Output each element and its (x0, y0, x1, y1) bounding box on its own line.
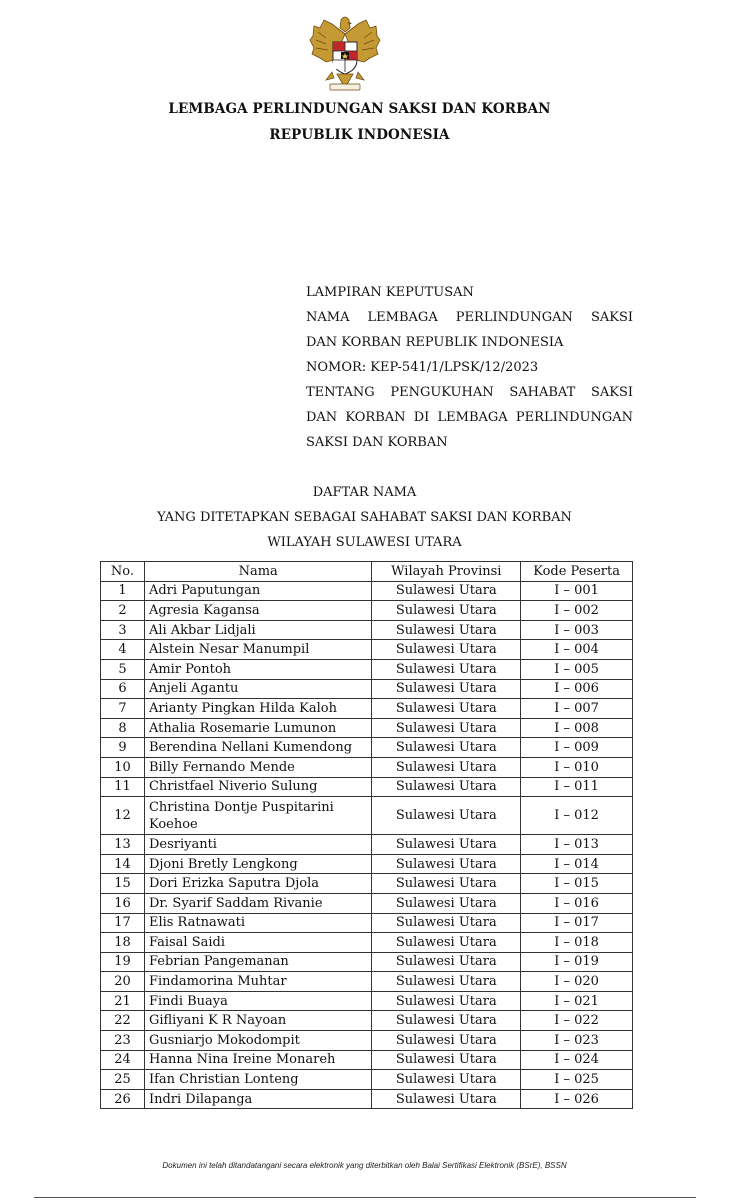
cell-no: 8 (101, 718, 145, 738)
list-region: WILAYAH SULAWESI UTARA (267, 535, 462, 550)
cell-wilayah: Sulawesi Utara (372, 913, 521, 933)
cell-kode: I – 018 (521, 933, 633, 953)
cell-no: 13 (101, 835, 145, 855)
cell-nama: Indri Dilapanga (144, 1089, 372, 1109)
lampiran-line: DAN KORBAN REPUBLIK INDONESIA (306, 335, 564, 350)
list-subtitle: YANG DITETAPKAN SEBAGAI SAHABAT SAKSI DAN KORBAN (157, 510, 572, 525)
list-title: DAFTAR NAMA (312, 485, 417, 500)
cell-wilayah: Sulawesi Utara (372, 581, 521, 601)
table-row (101, 952, 633, 972)
table-row (101, 640, 633, 660)
cell-wilayah: Sulawesi Utara (372, 1070, 521, 1090)
table-row (101, 933, 633, 953)
cell-no: 26 (101, 1089, 145, 1109)
cell-nama: Anjeli Agantu (144, 679, 372, 699)
header-wilayah: Wilayah Provinsi (372, 562, 521, 582)
lampiran-line: NAMA LEMBAGA PERLINDUNGAN SAKSI (306, 310, 633, 325)
cell-kode: I – 022 (521, 1011, 633, 1031)
cell-nama: Elis Ratnawati (144, 913, 372, 933)
cell-kode: I – 008 (521, 718, 633, 738)
table-row (101, 991, 633, 1011)
lampiran-line: NOMOR: KEP-541/1/LPSK/12/2023 (306, 360, 539, 375)
table-row (101, 913, 633, 933)
cell-kode: I – 005 (521, 659, 633, 679)
cell-kode: I – 010 (521, 757, 633, 777)
cell-wilayah: Sulawesi Utara (372, 1011, 521, 1031)
lampiran-line: SAKSI DAN KORBAN (306, 435, 448, 450)
cell-no: 7 (101, 699, 145, 719)
cell-no: 21 (101, 991, 145, 1011)
cell-wilayah: Sulawesi Utara (372, 1031, 521, 1051)
cell-kode: I – 006 (521, 679, 633, 699)
cell-nama: Findamorina Muhtar (144, 972, 372, 992)
lampiran-line: LAMPIRAN KEPUTUSAN (306, 285, 474, 300)
cell-no: 22 (101, 1011, 145, 1031)
cell-no: 23 (101, 1031, 145, 1051)
cell-nama: Billy Fernando Mende (144, 757, 372, 777)
lampiran-line: DAN KORBAN DI LEMBAGA PERLINDUNGAN (306, 410, 633, 425)
cell-wilayah: Sulawesi Utara (372, 893, 521, 913)
table-row (101, 1070, 633, 1090)
cell-no: 1 (101, 581, 145, 601)
cell-no: 11 (101, 777, 145, 797)
table-row (101, 1050, 633, 1070)
cell-nama: Christfael Niverio Sulung (144, 777, 372, 797)
cell-wilayah: Sulawesi Utara (372, 952, 521, 972)
cell-wilayah: Sulawesi Utara (372, 640, 521, 660)
cell-nama: Gifliyani K R Nayoan (144, 1011, 372, 1031)
cell-wilayah: Sulawesi Utara (372, 991, 521, 1011)
cell-nama: Christina Dontje Puspitarini Koehoe (144, 797, 372, 835)
table-row (101, 659, 633, 679)
cell-no: 3 (101, 620, 145, 640)
cell-nama: Djoni Bretly Lengkong (144, 854, 372, 874)
cell-kode: I – 024 (521, 1050, 633, 1070)
cell-nama: Amir Pontoh (144, 659, 372, 679)
cell-kode: I – 017 (521, 913, 633, 933)
cell-wilayah: Sulawesi Utara (372, 699, 521, 719)
lampiran-line: TENTANG PENGUKUHAN SAHABAT SAKSI (306, 385, 633, 400)
cell-no: 6 (101, 679, 145, 699)
cell-wilayah: Sulawesi Utara (372, 601, 521, 621)
header-no: No. (101, 562, 145, 582)
cell-no: 17 (101, 913, 145, 933)
table-row (101, 874, 633, 894)
cell-kode: I – 003 (521, 620, 633, 640)
org-name-line2: REPUBLIK INDONESIA (269, 127, 450, 143)
cell-nama: Faisal Saidi (144, 933, 372, 953)
cell-kode: I – 013 (521, 835, 633, 855)
table-row (101, 601, 633, 621)
table-row (101, 1089, 633, 1109)
cell-no: 24 (101, 1050, 145, 1070)
garuda-emblem-icon (304, 14, 386, 96)
cell-kode: I – 021 (521, 991, 633, 1011)
org-name-line1: LEMBAGA PERLINDUNGAN SAKSI DAN KORBAN (168, 101, 551, 117)
cell-wilayah: Sulawesi Utara (372, 620, 521, 640)
cell-nama: Adri Paputungan (144, 581, 372, 601)
cell-nama: Berendina Nellani Kumendong (144, 738, 372, 758)
cell-kode: I – 026 (521, 1089, 633, 1109)
table-row (101, 893, 633, 913)
footer-divider (34, 1197, 696, 1198)
cell-kode: I – 002 (521, 601, 633, 621)
cell-nama: Arianty Pingkan Hilda Kaloh (144, 699, 372, 719)
table-row (101, 797, 633, 835)
table-row (101, 620, 633, 640)
table-row (101, 581, 633, 601)
cell-kode: I – 004 (521, 640, 633, 660)
cell-nama: Ifan Christian Lonteng (144, 1070, 372, 1090)
cell-kode: I – 012 (521, 797, 633, 835)
cell-kode: I – 016 (521, 893, 633, 913)
cell-no: 2 (101, 601, 145, 621)
cell-kode: I – 023 (521, 1031, 633, 1051)
cell-wilayah: Sulawesi Utara (372, 757, 521, 777)
cell-wilayah: Sulawesi Utara (372, 679, 521, 699)
cell-kode: I – 025 (521, 1070, 633, 1090)
table-row (101, 738, 633, 758)
cell-nama: Athalia Rosemarie Lumunon (144, 718, 372, 738)
cell-nama: Desriyanti (144, 835, 372, 855)
cell-kode: I – 014 (521, 854, 633, 874)
header-nama: Nama (144, 562, 372, 582)
cell-nama: Ali Akbar Lidjali (144, 620, 372, 640)
cell-nama: Hanna Nina Ireine Monareh (144, 1050, 372, 1070)
cell-kode: I – 001 (521, 581, 633, 601)
table-row (101, 679, 633, 699)
cell-wilayah: Sulawesi Utara (372, 1089, 521, 1109)
table-row (101, 699, 633, 719)
cell-no: 14 (101, 854, 145, 874)
cell-kode: I – 011 (521, 777, 633, 797)
cell-no: 10 (101, 757, 145, 777)
cell-wilayah: Sulawesi Utara (372, 738, 521, 758)
cell-no: 20 (101, 972, 145, 992)
cell-wilayah: Sulawesi Utara (372, 1050, 521, 1070)
table-row (101, 718, 633, 738)
table-row (101, 1011, 633, 1031)
cell-no: 16 (101, 893, 145, 913)
cell-no: 15 (101, 874, 145, 894)
cell-wilayah: Sulawesi Utara (372, 659, 521, 679)
cell-nama: Findi Buaya (144, 991, 372, 1011)
table-row (101, 777, 633, 797)
cell-wilayah: Sulawesi Utara (372, 933, 521, 953)
cell-kode: I – 015 (521, 874, 633, 894)
cell-no: 9 (101, 738, 145, 758)
cell-nama: Alstein Nesar Manumpil (144, 640, 372, 660)
cell-wilayah: Sulawesi Utara (372, 797, 521, 835)
participants-table (100, 561, 633, 1109)
table-row (101, 835, 633, 855)
cell-no: 5 (101, 659, 145, 679)
cell-nama: Gusniarjo Mokodompit (144, 1031, 372, 1051)
cell-no: 25 (101, 1070, 145, 1090)
cell-nama: Dr. Syarif Saddam Rivanie (144, 893, 372, 913)
cell-wilayah: Sulawesi Utara (372, 777, 521, 797)
table-row (101, 972, 633, 992)
cell-wilayah: Sulawesi Utara (372, 972, 521, 992)
cell-wilayah: Sulawesi Utara (372, 835, 521, 855)
cell-no: 18 (101, 933, 145, 953)
cell-wilayah: Sulawesi Utara (372, 874, 521, 894)
footer-note: Dokumen ini telah ditandatangani secara elektronik yang diterbitkan oleh Balai Sertifikasi Elektronik (BSrE), BSSN (162, 1161, 567, 1170)
cell-kode: I – 009 (521, 738, 633, 758)
cell-kode: I – 007 (521, 699, 633, 719)
header-kode: Kode Peserta (521, 562, 633, 582)
cell-no: 19 (101, 952, 145, 972)
cell-kode: I – 019 (521, 952, 633, 972)
table-row (101, 854, 633, 874)
cell-no: 12 (101, 797, 145, 835)
cell-nama: Febrian Pangemanan (144, 952, 372, 972)
cell-wilayah: Sulawesi Utara (372, 718, 521, 738)
cell-nama: Agresia Kagansa (144, 601, 372, 621)
lampiran-block (306, 284, 633, 459)
table-row (101, 757, 633, 777)
cell-no: 4 (101, 640, 145, 660)
cell-kode: I – 020 (521, 972, 633, 992)
table-header-row (101, 562, 633, 582)
cell-wilayah: Sulawesi Utara (372, 854, 521, 874)
cell-nama: Dori Erizka Saputra Djola (144, 874, 372, 894)
table-row (101, 1031, 633, 1051)
